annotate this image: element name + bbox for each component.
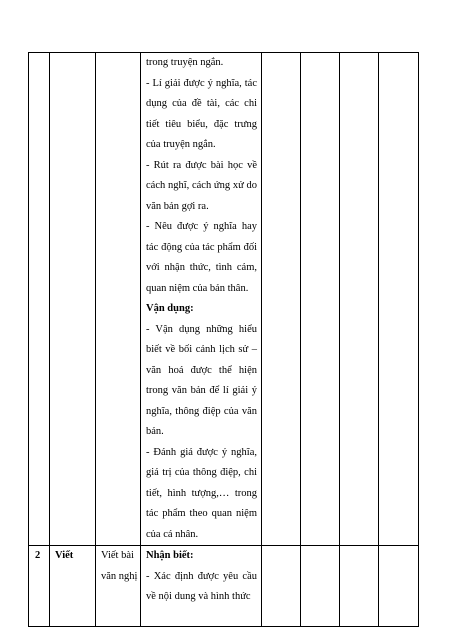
level-heading: Vận dụng: [146,303,194,314]
content-cell [96,53,141,546]
level-cell [379,546,419,627]
description-line: - Vận dụng những hiểu biết về bối cảnh lịch sử – văn hoá được thể hiện trong văn bản để lí giải ý nghĩa, thông điệp của văn bản. [146,323,257,437]
specification-table [28,52,419,627]
topic-cell [50,53,96,546]
stt-value: 2 [35,550,41,561]
description-line: - Lí giải được ý nghĩa, tác dụng của đề tài, các chi tiết tiêu biểu, đặc trưng của truyện ngắn. [146,77,257,150]
description-line: trong truyện ngắn. [146,57,224,68]
content-value: Viết bài văn nghị [101,550,138,582]
description-line: - Đánh giá được ý nghĩa, giá trị của thông điệp, chi tiết, hình tượng,… trong tác phẩm theo quan niệm của cá nhân. [146,446,257,540]
level-cell [262,53,301,546]
content-cell [96,546,141,627]
level-cell [301,546,340,627]
topic-cell [50,546,96,627]
table-row [29,546,419,627]
topic-value: Viết [55,550,74,561]
level-cell [340,546,379,627]
level-cell [340,53,379,546]
level-cell [262,546,301,627]
description-block [141,546,261,608]
stt-cell [29,53,50,546]
description-line: - Rút ra được bài học về cách nghĩ, cách ứng xử do văn bản gợi ra. [146,159,257,212]
description-cell [141,546,262,627]
description-block [141,53,261,545]
description-line: - Nêu được ý nghĩa hay tác động của tác phẩm đối với nhận thức, tình cảm, quan niệm của bản thân. [146,221,257,294]
description-cell [141,53,262,546]
level-cell [379,53,419,546]
table-row [29,53,419,546]
stt-cell [29,546,50,627]
description-line: - Xác định được yêu cầu về nội dung và hình thức [146,570,257,602]
level-heading: Nhận biết: [146,550,194,561]
level-cell [301,53,340,546]
